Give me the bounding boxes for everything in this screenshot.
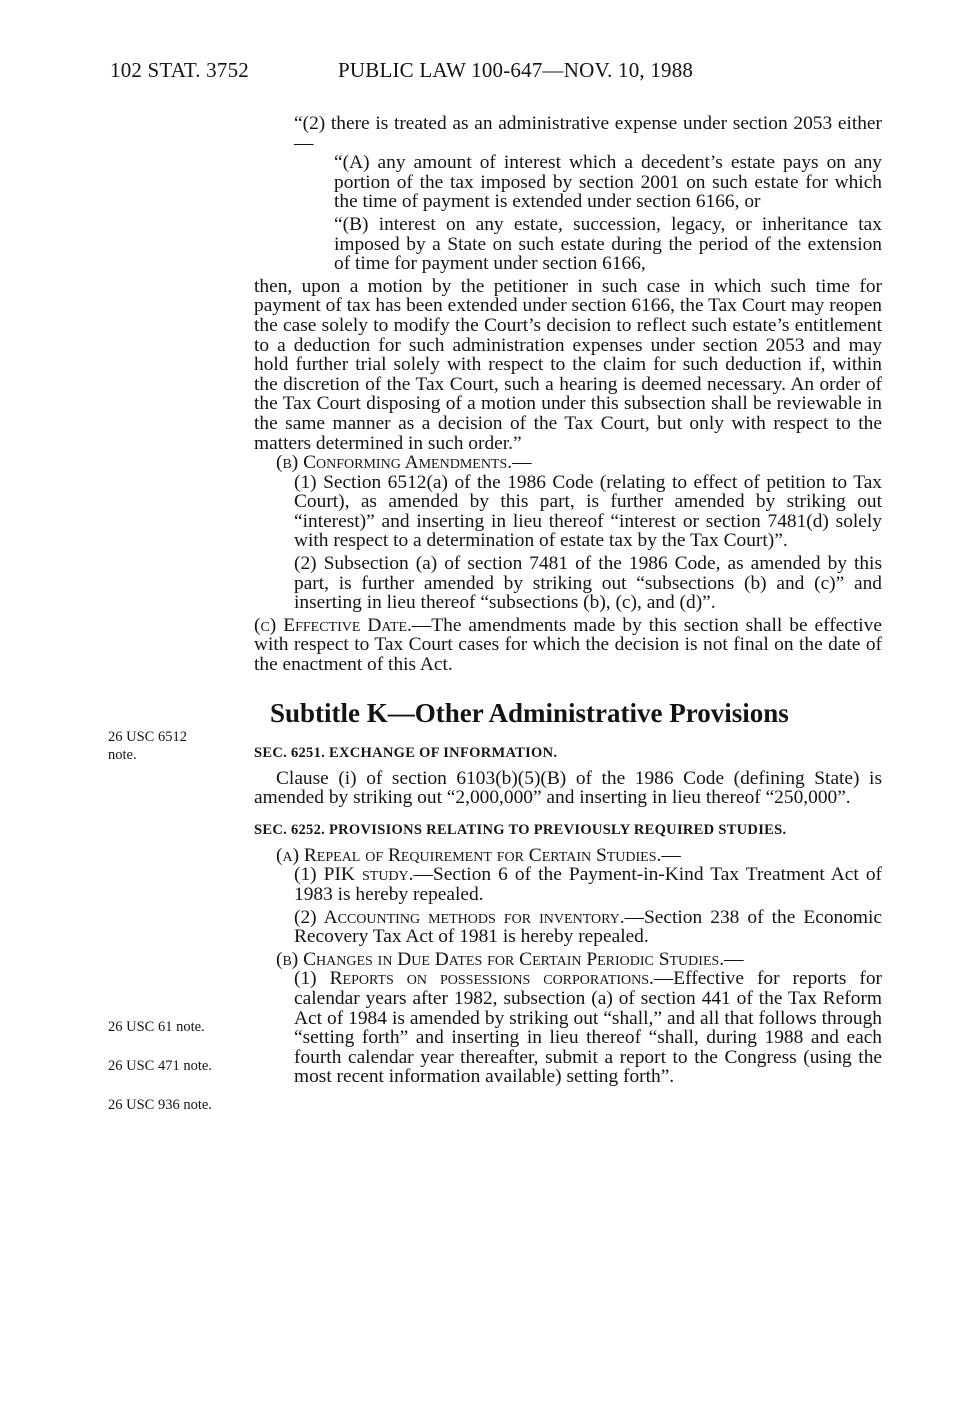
paragraph-text: —Section 238 of the Economic Recovery Tax Act of 1981 is hereby repealed. (294, 906, 882, 948)
flush-language: then, upon a motion by the petitioner in such case in which such time for payment of tax has been extended under section 6166, the Tax Court may reopen the case solely to modify the Court’s decision to reflect such estate’s entitlement to a deduction for such administration expenses under section 2053 and may hold further trial solely with respect to the claim for such deduction if, within the discretion of the Tax Court, such a hearing is deemed necessary. An order of the Tax Court disposing of a motion under this subsection shall be reviewable in the same manner as a decision of the Tax Court, but only with respect to the matters determined in such order.” (254, 275, 882, 454)
heading-text: (b) Changes in Due Dates for Certain Periodic Studies.— (276, 948, 744, 970)
paragraph-label: (1) PIK study. (294, 864, 414, 886)
margin-note-26-usc-471: 26 USC 471 note. (108, 1058, 212, 1074)
subsection-b-6252-paragraph-1 (254, 969, 882, 1087)
subsection-c-text: —The amendments made by this section shall be effective with respect to Tax Court cases for which the decision is not final on the date of the enactment of this Act. (254, 614, 882, 676)
margin-note-line: note. (108, 747, 137, 763)
subtitle-heading: Subtitle K—Other Administrative Provisions (270, 697, 789, 728)
paragraph-label: (2) Accounting methods for inventory. (294, 906, 625, 928)
subsection-a-paragraph-1 (254, 865, 882, 904)
subsection-c (254, 616, 882, 675)
page-number: 102 STAT. 3752 (110, 58, 249, 82)
subsection-b-paragraph-1: (1) Section 6512(a) of the 1986 Code (relating to effect of petition to Tax Court), as amended by this part, is further amended by striking out “interest)” and inserting in lieu thereof “interest or section 7481(d) solely with respect to a determination of estate tax by the Tax Court)”. (294, 471, 882, 552)
subsection-b-6252-heading (254, 950, 882, 970)
subsection-b-heading (254, 453, 882, 473)
subparagraph-a: “(A) any amount of interest which a decedent’s estate pays on any portion of the tax imposed by section 2001 on such estate for which the time of payment is extended under section 6166, or (334, 152, 882, 213)
margin-note-26-usc-61: 26 USC 61 note. (108, 1019, 205, 1035)
section-6251-text: Clause (i) of section 6103(b)(5)(B) of the 1986 Code (defining State) is amended by striking out “2,000,000” and inserting in lieu thereof “250,000”. (254, 767, 882, 809)
margin-note-26-usc-6512 (108, 728, 187, 764)
margin-note-line: 26 USC 6512 (108, 729, 187, 745)
subsection-a-heading (254, 846, 882, 866)
section-6251-heading: SEC. 6251. EXCHANGE OF INFORMATION. (254, 744, 558, 761)
paragraph-label: (1) Reports on possessions corporations. (294, 968, 654, 990)
subsection-b-paragraph-2: (2) Subsection (a) of section 7481 of the 1986 Code, as amended by this part, is further amended by striking out “subsections (b) and (c)” and inserting in lieu thereof “subsections (b), (c), and (d)”. (294, 553, 882, 614)
statute-body (254, 114, 882, 1087)
heading-text: (b) Conforming Amendments.— (276, 452, 532, 474)
subsection-c-label: (c) Effective Date. (254, 614, 412, 636)
paragraph-text: —Section 6 of the Payment-in-Kind Tax Treatment Act of 1983 is hereby repealed. (294, 864, 883, 905)
heading-text: (a) Repeal of Requirement for Certain Studies.— (276, 844, 681, 866)
section-6252-heading: SEC. 6252. PROVISIONS RELATING TO PREVIOUSLY REQUIRED STUDIES. (254, 821, 787, 838)
paragraph-2: “(2) there is treated as an administrative expense under section 2053 either— (294, 113, 882, 154)
running-head: PUBLIC LAW 100-647—NOV. 10, 1988 (338, 58, 694, 82)
subparagraph-b: “(B) interest on any estate, succession, legacy, or inheritance tax imposed by a State on such estate during the period of the extension of time for payment under section 6166, (334, 213, 882, 275)
margin-note-26-usc-936: 26 USC 936 note. (108, 1097, 212, 1113)
subsection-a-paragraph-2 (254, 908, 882, 947)
paragraph-text: —Effective for reports for calendar years after 1982, subsection (a) of section 441 of the Tax Reform Act of 1984 is amended by striking out “shall,” and all that follows through “setting forth” and inserting in lieu thereof “shall, during 1988 and each fourth calendar year thereafter, submit a report to the Congress (using the most recent information available) setting forth”. (294, 968, 882, 1088)
